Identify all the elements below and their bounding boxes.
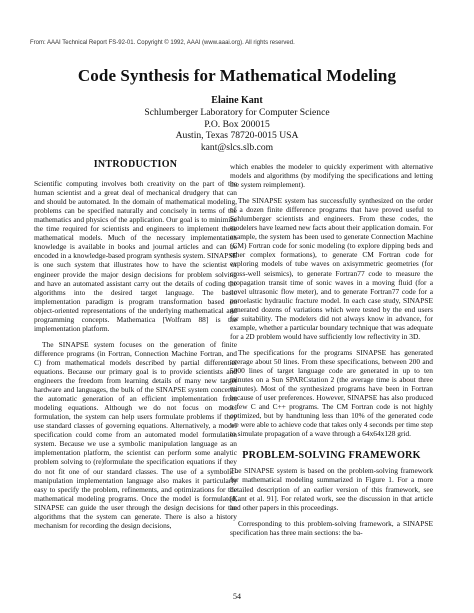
address-line: P.O. Box 200015: [204, 118, 270, 130]
body-paragraph: The SINAPSE system is based on the problem-solving framework for mathematical modeling summarized in Figure 1. For a more detailed description of an earlier version of this framework, see [Kant et al. 91]. For related work, see the discussion in that article and other papers in this proceedings.: [230, 466, 433, 512]
city-line: Austin, Texas 78720-0015 USA: [175, 130, 299, 142]
left-column: [34, 160, 237, 530]
intro-paragraph: The SINAPSE system focuses on the generation of finite difference programs (in Fortran, Connection Machine Fortran, and C) from mathematical models described by partial differential equations. Because our primary goal is to provide scientists and engineers the freedom from learning details of many new target hardware and languages, the bulk of the SINAPSE system concerns the automatic generation of an efficient implementation from modeling equations. Although we do not focus on model formulation, the system can help users formulate problems if they use standard classes of governing equations. Alternatively, a model specification could come from an automated model formulation system. Because we use a symbolic manipulation language as an implementation platform, the scientist can perform some analytic problem solving to (re)formulate the specification equations if they do not fit one of our standard classes. The use of a symbolic-manipulation implementation language also makes it particularly easy to specify the problem, refinements, and optimizations for the mathematical modeling programs. Once the model is formulated, SINAPSE can guide the user through the design decisions for the algorithms that the system can generate. There is also a history mechanism for recording the design decisions,: [34, 339, 237, 530]
email-line: kant@slcs.slb.com: [200, 142, 274, 154]
body-paragraph: The specifications for the programs SINAPSE has generated average about 50 lines. From these specifications, between 200 and 5000 lines of target language code are generated in up to ten minutes on a Sun SPARCstation 2 (the average time is about three minutes). Most of the synthesized programs have been in Fortran because of user preferences. However, SINAPSE has also produced a few C and C++ programs. The CM Fortran code is not highly optimized, but by handtuning less than 10% of the generated code we were able to achieve code that takes only 4 seconds per time step to simulate propagation of a wave through a 64x64x128 grid.: [230, 347, 433, 439]
paper-title: Code Synthesis for Mathematical Modeling: [77, 66, 397, 85]
body-paragraph: The SINAPSE system has successfully synthesized on the order of a dozen finite difference programs that have proved useful to Schlumberger scientists and engineers. From these codes, the modelers have learned new facts about their application domain. For example, the system has been used to generate Connection Machine (CM) Fortran code for sonic modeling (to explore dipping beds and other complex formations), to generate CM Fortran code for exploring models of tube waves on axisymmetric geometries (for cross-well seismics), to generate Fortran77 code to measure the propagation transit time of sonic waves in a moving fluid (for a novel ultrasonic flow meter), and to generate Fortran77 code for a poroelastic hydraulic fracture model. In each case study, SINAPSE generated dozens of variations which were tested by the end users for suitability. The modelers did not always know in advance, for example, whether a particular boundary technique that was adequate for a 2D problem would have sufficiently low reflectivity in 3D.: [230, 196, 433, 341]
author-block: [0, 95, 474, 154]
body-paragraph: which enables the modeler to quickly experiment with alternative models and algorithms (by modifying the specifications and letting the system reimplement).: [230, 162, 433, 190]
introduction-heading: INTRODUCTION: [93, 159, 178, 170]
body-paragraph: Corresponding to this problem-solving framework, a SINAPSE specification has three main sections: the ba-: [230, 518, 433, 537]
right-column: [230, 162, 433, 537]
author-name: Elaine Kant: [211, 95, 263, 106]
intro-paragraph: Scientific computing involves both creativity on the part of the human scientist and a great deal of mechanical drudgery that can and should be automated. In the domain of mathematical modeling, problems can be specified naturally and concisely in terms of the mathematics and physics of the application. Our goal is to minimize the time required for scientists and engineers to implement these mathematical models. Much of the necessary implementation knowledge is available in books and journal articles and can be encoded in a knowledge-based program synthesis system. SINAPSE is one such system that illustrates how to have the scientist or engineer provide the major design decisions for problem solving and have an automated assistant carry out the details of coding the algorithms into the desired target language. The basic implementation paradigm is program transformation based on object-oriented representations of the underlying mathematical and programming concepts. Mathematica [Wolfram 88] is the implementation platform.: [34, 179, 237, 333]
affiliation-line: Schlumberger Laboratory for Computer Science: [144, 107, 330, 118]
problem-solving-heading: PROBLEM-SOLVING FRAMEWORK: [242, 450, 421, 462]
copyright-header-note: From: AAAI Technical Report FS-92-01. Copyright © 1992, AAAI (www.aaai.org). All rights reserved.: [30, 40, 295, 46]
page-number: 54: [233, 592, 241, 601]
